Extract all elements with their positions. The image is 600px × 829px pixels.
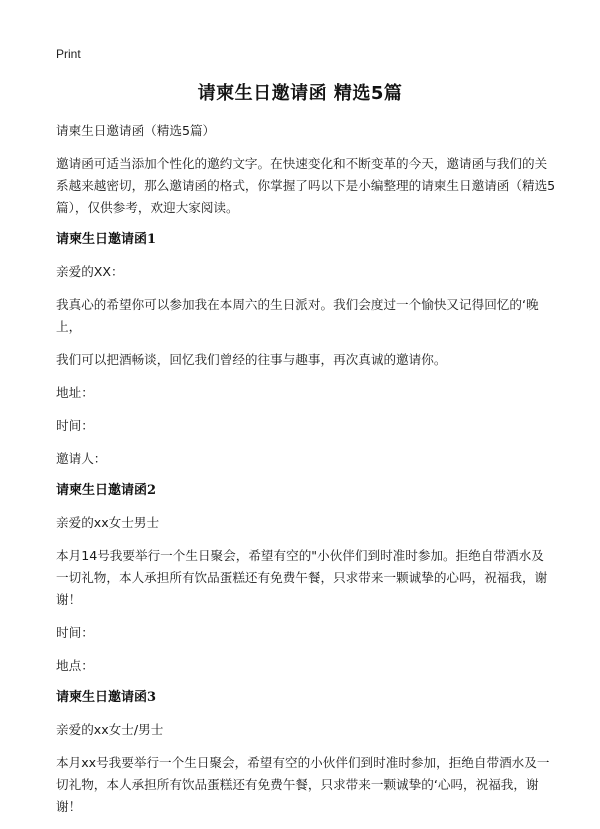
section-2-greeting: 亲爱的xx女士男士 xyxy=(56,515,160,530)
print-link[interactable]: Print xyxy=(56,47,81,61)
section-2-place: 地点： xyxy=(56,658,94,673)
section-heading-2: 请柬生日邀请函2 xyxy=(56,483,157,498)
section-1-greeting: 亲爱的XX： xyxy=(56,264,124,279)
document-body xyxy=(56,120,556,829)
section-3-body: 本月xx号我要举行一个生日聚会，希望有空的小伙伴们到时准时参加，拒绝自带酒水及一切礼物，本人承担所有饮品蛋糕还有免费午餐，只求带来一颗诚挚的‘心吗，祝福我，谢谢！ xyxy=(56,755,550,814)
section-3-greeting: 亲爱的xx女士/男士 xyxy=(56,722,164,737)
section-heading-3: 请柬生日邀请函3 xyxy=(56,690,157,705)
section-1-inviter: 邀请人： xyxy=(56,451,107,466)
section-1-body-2: 我们可以把酒畅谈，回忆我们曾经的往事与趣事，再次真诚的邀请你。 xyxy=(56,352,447,367)
section-2-time: 时间： xyxy=(56,625,94,640)
section-2-body: 本月14号我要举行一个生日聚会，希望有空的"小伙伴们到时准时参加。拒绝自带酒水及一切礼物，本人承担所有饮品蛋糕还有免费午餐，只求带来一颗诚挚的心吗，祝福我，谢谢！ xyxy=(56,548,548,607)
section-heading-1: 请柬生日邀请函1 xyxy=(56,232,157,247)
section-1-address: 地址： xyxy=(56,385,94,400)
section-1-body-1: 我真心的希望你可以参加我在本周六的生日派对。我们会度过一个愉快又记得回忆的‘晚上， xyxy=(56,297,539,334)
section-1-time: 时间： xyxy=(56,418,94,433)
page-title: 请柬生日邀请函 精选5篇 xyxy=(197,83,403,104)
intro-paragraph: 邀请函可适当添加个性化的邀约文字。在快速变化和不断变革的今天，邀请函与我们的关系越来越密切，那么邀请函的格式，你掌握了吗以下是小编整理的请柬生日邀请函（精选5篇），仅供参考，欢迎大家阅读。 xyxy=(56,156,556,215)
subtitle: 请柬生日邀请函（精选5篇） xyxy=(56,123,216,138)
